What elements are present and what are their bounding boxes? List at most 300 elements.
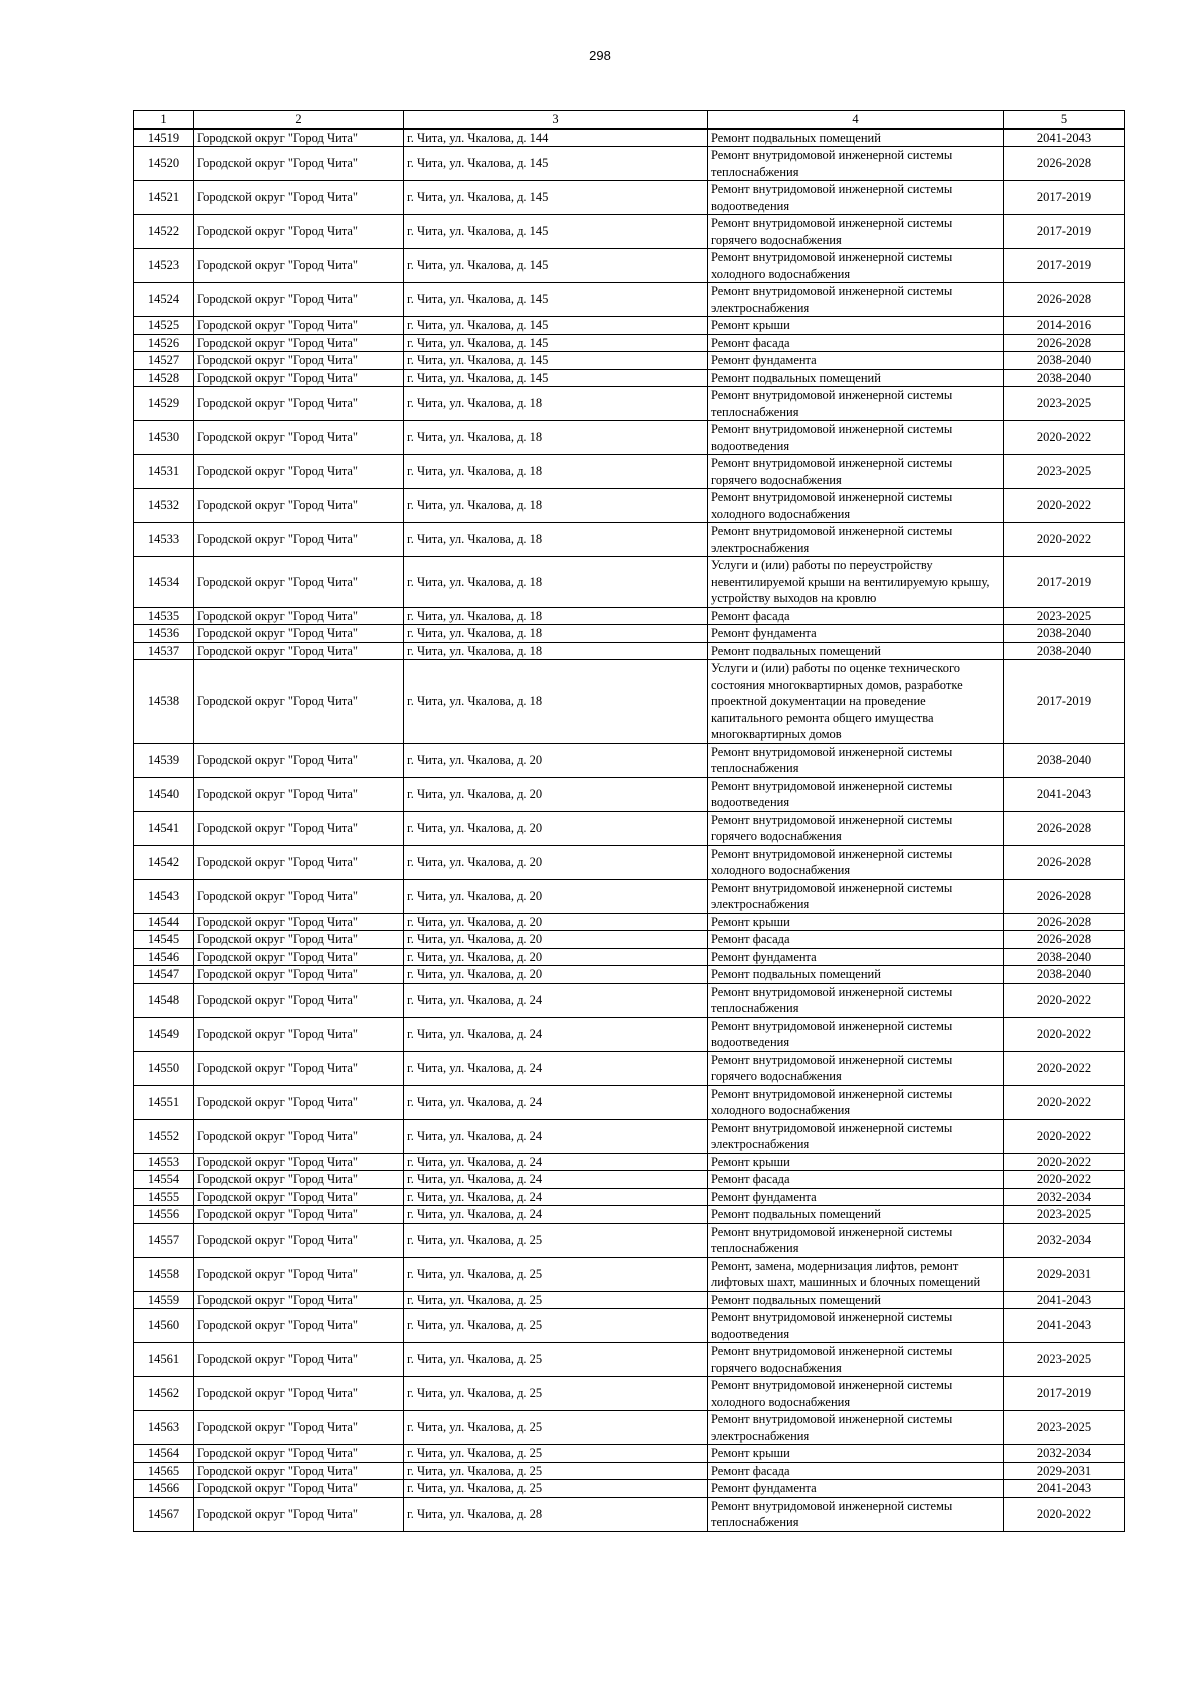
period: 2017-2019 <box>1004 215 1125 249</box>
work-type: Ремонт внутридомовой инженерной системы холодного водоснабжения <box>708 489 1004 523</box>
municipality: Городской округ "Город Чита" <box>194 352 404 370</box>
table-row <box>134 352 1125 370</box>
period: 2023-2025 <box>1004 1206 1125 1224</box>
table-row <box>134 1119 1125 1153</box>
period: 2038-2040 <box>1004 625 1125 643</box>
table-row <box>134 1257 1125 1291</box>
address: г. Чита, ул. Чкалова, д. 25 <box>404 1445 708 1463</box>
row-number: 14519 <box>134 129 194 147</box>
work-type: Ремонт фасада <box>708 334 1004 352</box>
municipality: Городской округ "Город Чита" <box>194 283 404 317</box>
work-type: Ремонт фасада <box>708 607 1004 625</box>
address: г. Чита, ул. Чкалова, д. 24 <box>404 1017 708 1051</box>
address: г. Чита, ул. Чкалова, д. 24 <box>404 1188 708 1206</box>
row-number: 14566 <box>134 1480 194 1498</box>
table-row <box>134 743 1125 777</box>
municipality: Городской округ "Город Чита" <box>194 1017 404 1051</box>
period: 2017-2019 <box>1004 1377 1125 1411</box>
table-row <box>134 317 1125 335</box>
row-number: 14536 <box>134 625 194 643</box>
period: 2041-2043 <box>1004 1309 1125 1343</box>
period: 2026-2028 <box>1004 811 1125 845</box>
work-type: Ремонт подвальных помещений <box>708 642 1004 660</box>
period: 2023-2025 <box>1004 607 1125 625</box>
work-type: Ремонт крыши <box>708 913 1004 931</box>
address: г. Чита, ул. Чкалова, д. 145 <box>404 249 708 283</box>
row-number: 14534 <box>134 557 194 608</box>
period: 2038-2040 <box>1004 642 1125 660</box>
table-row <box>134 1462 1125 1480</box>
address: г. Чита, ул. Чкалова, д. 28 <box>404 1497 708 1531</box>
period: 2017-2019 <box>1004 249 1125 283</box>
address: г. Чита, ул. Чкалова, д. 20 <box>404 845 708 879</box>
municipality: Городской округ "Город Чита" <box>194 966 404 984</box>
table-row <box>134 1171 1125 1189</box>
row-number: 14522 <box>134 215 194 249</box>
period: 2041-2043 <box>1004 1480 1125 1498</box>
table-row <box>134 1051 1125 1085</box>
address: г. Чита, ул. Чкалова, д. 25 <box>404 1377 708 1411</box>
municipality: Городской округ "Город Чита" <box>194 931 404 949</box>
work-type: Ремонт подвальных помещений <box>708 966 1004 984</box>
work-type: Ремонт крыши <box>708 1153 1004 1171</box>
column-header-5: 5 <box>1004 111 1125 129</box>
municipality: Городской округ "Город Чита" <box>194 1085 404 1119</box>
work-type: Ремонт, замена, модернизация лифтов, ремонт лифтовых шахт, машинных и блочных помещений <box>708 1257 1004 1291</box>
period: 2026-2028 <box>1004 931 1125 949</box>
work-type: Ремонт внутридомовой инженерной системы горячего водоснабжения <box>708 215 1004 249</box>
period: 2038-2040 <box>1004 352 1125 370</box>
period: 2020-2022 <box>1004 1171 1125 1189</box>
period: 2023-2025 <box>1004 455 1125 489</box>
address: г. Чита, ул. Чкалова, д. 18 <box>404 455 708 489</box>
address: г. Чита, ул. Чкалова, д. 24 <box>404 1171 708 1189</box>
municipality: Городской округ "Город Чита" <box>194 1051 404 1085</box>
municipality: Городской округ "Город Чита" <box>194 743 404 777</box>
row-number: 14548 <box>134 983 194 1017</box>
row-number: 14532 <box>134 489 194 523</box>
work-type: Ремонт внутридомовой инженерной системы водоотведения <box>708 777 1004 811</box>
row-number: 14554 <box>134 1171 194 1189</box>
work-type: Ремонт подвальных помещений <box>708 1206 1004 1224</box>
address: г. Чита, ул. Чкалова, д. 25 <box>404 1309 708 1343</box>
municipality: Городской округ "Город Чита" <box>194 879 404 913</box>
address: г. Чита, ул. Чкалова, д. 24 <box>404 1085 708 1119</box>
address: г. Чита, ул. Чкалова, д. 145 <box>404 283 708 317</box>
address: г. Чита, ул. Чкалова, д. 20 <box>404 879 708 913</box>
row-number: 14553 <box>134 1153 194 1171</box>
row-number: 14562 <box>134 1377 194 1411</box>
work-type: Ремонт внутридомовой инженерной системы электроснабжения <box>708 523 1004 557</box>
row-number: 14535 <box>134 607 194 625</box>
municipality: Городской округ "Город Чита" <box>194 1309 404 1343</box>
address: г. Чита, ул. Чкалова, д. 25 <box>404 1223 708 1257</box>
period: 2026-2028 <box>1004 147 1125 181</box>
work-type: Ремонт внутридомовой инженерной системы водоотведения <box>708 1309 1004 1343</box>
period: 2020-2022 <box>1004 489 1125 523</box>
address: г. Чита, ул. Чкалова, д. 25 <box>404 1343 708 1377</box>
period: 2020-2022 <box>1004 1497 1125 1531</box>
work-type: Ремонт внутридомовой инженерной системы горячего водоснабжения <box>708 1343 1004 1377</box>
period: 2020-2022 <box>1004 1017 1125 1051</box>
period: 2026-2028 <box>1004 913 1125 931</box>
work-type: Ремонт фундамента <box>708 948 1004 966</box>
table-row <box>134 1017 1125 1051</box>
municipality: Городской округ "Город Чита" <box>194 1462 404 1480</box>
row-number: 14544 <box>134 913 194 931</box>
address: г. Чита, ул. Чкалова, д. 20 <box>404 948 708 966</box>
row-number: 14546 <box>134 948 194 966</box>
table-row <box>134 966 1125 984</box>
period: 2020-2022 <box>1004 983 1125 1017</box>
address: г. Чита, ул. Чкалова, д. 145 <box>404 181 708 215</box>
address: г. Чита, ул. Чкалова, д. 20 <box>404 743 708 777</box>
address: г. Чита, ул. Чкалова, д. 18 <box>404 625 708 643</box>
row-number: 14549 <box>134 1017 194 1051</box>
row-number: 14537 <box>134 642 194 660</box>
column-header-2: 2 <box>194 111 404 129</box>
address: г. Чита, ул. Чкалова, д. 20 <box>404 931 708 949</box>
header-row <box>134 111 1125 129</box>
address: г. Чита, ул. Чкалова, д. 18 <box>404 523 708 557</box>
work-type: Ремонт подвальных помещений <box>708 129 1004 147</box>
repair-schedule-table <box>133 110 1125 1532</box>
work-type: Ремонт внутридомовой инженерной системы водоотведения <box>708 1017 1004 1051</box>
table-row <box>134 1480 1125 1498</box>
work-type: Ремонт фасада <box>708 1171 1004 1189</box>
work-type: Ремонт крыши <box>708 317 1004 335</box>
work-type: Ремонт внутридомовой инженерной системы теплоснабжения <box>708 147 1004 181</box>
municipality: Городской округ "Город Чита" <box>194 948 404 966</box>
table-row <box>134 642 1125 660</box>
row-number: 14527 <box>134 352 194 370</box>
row-number: 14547 <box>134 966 194 984</box>
table-row <box>134 1377 1125 1411</box>
period: 2017-2019 <box>1004 181 1125 215</box>
period: 2029-2031 <box>1004 1257 1125 1291</box>
municipality: Городской округ "Город Чита" <box>194 387 404 421</box>
address: г. Чита, ул. Чкалова, д. 20 <box>404 777 708 811</box>
table-row <box>134 1223 1125 1257</box>
period: 2017-2019 <box>1004 660 1125 744</box>
row-number: 14564 <box>134 1445 194 1463</box>
table-row <box>134 1188 1125 1206</box>
table-row <box>134 1497 1125 1531</box>
table-row <box>134 1309 1125 1343</box>
work-type: Ремонт внутридомовой инженерной системы горячего водоснабжения <box>708 811 1004 845</box>
address: г. Чита, ул. Чкалова, д. 24 <box>404 1153 708 1171</box>
work-type: Услуги и (или) работы по оценке технического состояния многоквартирных домов, разработке проектной документации на проведение капитального ремонта общего имущества многоквартирных домов <box>708 660 1004 744</box>
table-row <box>134 879 1125 913</box>
municipality: Городской округ "Город Чита" <box>194 642 404 660</box>
work-type: Ремонт внутридомовой инженерной системы горячего водоснабжения <box>708 1051 1004 1085</box>
period: 2038-2040 <box>1004 948 1125 966</box>
row-number: 14556 <box>134 1206 194 1224</box>
column-header-3: 3 <box>404 111 708 129</box>
table-row <box>134 1411 1125 1445</box>
work-type: Ремонт внутридомовой инженерной системы холодного водоснабжения <box>708 1085 1004 1119</box>
work-type: Ремонт внутридомовой инженерной системы водоотведения <box>708 421 1004 455</box>
address: г. Чита, ул. Чкалова, д. 145 <box>404 369 708 387</box>
table-row <box>134 660 1125 744</box>
work-type: Ремонт подвальных помещений <box>708 369 1004 387</box>
address: г. Чита, ул. Чкалова, д. 18 <box>404 489 708 523</box>
table-row <box>134 369 1125 387</box>
row-number: 14524 <box>134 283 194 317</box>
address: г. Чита, ул. Чкалова, д. 24 <box>404 1119 708 1153</box>
row-number: 14533 <box>134 523 194 557</box>
address: г. Чита, ул. Чкалова, д. 145 <box>404 352 708 370</box>
table-header <box>134 111 1125 129</box>
row-number: 14552 <box>134 1119 194 1153</box>
municipality: Городской округ "Город Чита" <box>194 334 404 352</box>
address: г. Чита, ул. Чкалова, д. 18 <box>404 557 708 608</box>
row-number: 14528 <box>134 369 194 387</box>
row-number: 14551 <box>134 1085 194 1119</box>
municipality: Городской округ "Город Чита" <box>194 1119 404 1153</box>
row-number: 14542 <box>134 845 194 879</box>
row-number: 14538 <box>134 660 194 744</box>
table-row <box>134 129 1125 147</box>
municipality: Городской округ "Город Чита" <box>194 1153 404 1171</box>
municipality: Городской округ "Город Чита" <box>194 607 404 625</box>
municipality: Городской округ "Город Чита" <box>194 523 404 557</box>
period: 2026-2028 <box>1004 334 1125 352</box>
address: г. Чита, ул. Чкалова, д. 18 <box>404 642 708 660</box>
period: 2023-2025 <box>1004 1343 1125 1377</box>
municipality: Городской округ "Город Чита" <box>194 249 404 283</box>
work-type: Услуги и (или) работы по переустройству невентилируемой крыши на вентилируемую крышу, устройству выходов на кровлю <box>708 557 1004 608</box>
period: 2023-2025 <box>1004 387 1125 421</box>
address: г. Чита, ул. Чкалова, д. 25 <box>404 1291 708 1309</box>
period: 2032-2034 <box>1004 1445 1125 1463</box>
period: 2038-2040 <box>1004 743 1125 777</box>
address: г. Чита, ул. Чкалова, д. 24 <box>404 983 708 1017</box>
table-row <box>134 557 1125 608</box>
period: 2017-2019 <box>1004 557 1125 608</box>
table-row <box>134 1291 1125 1309</box>
row-number: 14541 <box>134 811 194 845</box>
address: г. Чита, ул. Чкалова, д. 24 <box>404 1051 708 1085</box>
address: г. Чита, ул. Чкалова, д. 145 <box>404 147 708 181</box>
period: 2020-2022 <box>1004 523 1125 557</box>
row-number: 14563 <box>134 1411 194 1445</box>
row-number: 14531 <box>134 455 194 489</box>
table-row <box>134 1206 1125 1224</box>
period: 2041-2043 <box>1004 129 1125 147</box>
address: г. Чита, ул. Чкалова, д. 18 <box>404 387 708 421</box>
work-type: Ремонт фундамента <box>708 352 1004 370</box>
table-row <box>134 983 1125 1017</box>
table-body <box>134 129 1125 1532</box>
row-number: 14526 <box>134 334 194 352</box>
table-row <box>134 489 1125 523</box>
table-row <box>134 283 1125 317</box>
work-type: Ремонт внутридомовой инженерной системы теплоснабжения <box>708 1223 1004 1257</box>
row-number: 14565 <box>134 1462 194 1480</box>
work-type: Ремонт внутридомовой инженерной системы электроснабжения <box>708 879 1004 913</box>
municipality: Городской округ "Город Чита" <box>194 845 404 879</box>
work-type: Ремонт внутридомовой инженерной системы теплоснабжения <box>708 1497 1004 1531</box>
column-header-4: 4 <box>708 111 1004 129</box>
municipality: Городской округ "Город Чита" <box>194 455 404 489</box>
address: г. Чита, ул. Чкалова, д. 25 <box>404 1462 708 1480</box>
work-type: Ремонт внутридомовой инженерной системы горячего водоснабжения <box>708 455 1004 489</box>
municipality: Городской округ "Город Чита" <box>194 1291 404 1309</box>
work-type: Ремонт фундамента <box>708 1480 1004 1498</box>
municipality: Городской округ "Город Чита" <box>194 913 404 931</box>
municipality: Городской округ "Город Чита" <box>194 1480 404 1498</box>
row-number: 14521 <box>134 181 194 215</box>
municipality: Городской округ "Город Чита" <box>194 1206 404 1224</box>
work-type: Ремонт внутридомовой инженерной системы холодного водоснабжения <box>708 249 1004 283</box>
municipality: Городской округ "Город Чита" <box>194 1257 404 1291</box>
period: 2038-2040 <box>1004 369 1125 387</box>
work-type: Ремонт внутридомовой инженерной системы водоотведения <box>708 181 1004 215</box>
row-number: 14558 <box>134 1257 194 1291</box>
row-number: 14543 <box>134 879 194 913</box>
period: 2026-2028 <box>1004 283 1125 317</box>
period: 2023-2025 <box>1004 1411 1125 1445</box>
period: 2014-2016 <box>1004 317 1125 335</box>
work-type: Ремонт крыши <box>708 1445 1004 1463</box>
row-number: 14530 <box>134 421 194 455</box>
work-type: Ремонт фасада <box>708 1462 1004 1480</box>
period: 2020-2022 <box>1004 1085 1125 1119</box>
address: г. Чита, ул. Чкалова, д. 25 <box>404 1480 708 1498</box>
row-number: 14525 <box>134 317 194 335</box>
row-number: 14555 <box>134 1188 194 1206</box>
work-type: Ремонт фундамента <box>708 1188 1004 1206</box>
table-row <box>134 931 1125 949</box>
municipality: Городской округ "Город Чита" <box>194 811 404 845</box>
municipality: Городской округ "Город Чита" <box>194 421 404 455</box>
row-number: 14561 <box>134 1343 194 1377</box>
period: 2029-2031 <box>1004 1462 1125 1480</box>
municipality: Городской округ "Город Чита" <box>194 317 404 335</box>
municipality: Городской округ "Город Чита" <box>194 1377 404 1411</box>
work-type: Ремонт подвальных помещений <box>708 1291 1004 1309</box>
work-type: Ремонт внутридомовой инженерной системы холодного водоснабжения <box>708 845 1004 879</box>
address: г. Чита, ул. Чкалова, д. 25 <box>404 1257 708 1291</box>
table-row <box>134 421 1125 455</box>
row-number: 14529 <box>134 387 194 421</box>
municipality: Городской округ "Город Чита" <box>194 215 404 249</box>
period: 2020-2022 <box>1004 421 1125 455</box>
row-number: 14539 <box>134 743 194 777</box>
work-type: Ремонт внутридомовой инженерной системы электроснабжения <box>708 283 1004 317</box>
work-type: Ремонт внутридомовой инженерной системы теплоснабжения <box>708 743 1004 777</box>
table-row <box>134 334 1125 352</box>
table-row <box>134 455 1125 489</box>
table-row <box>134 181 1125 215</box>
municipality: Городской округ "Город Чита" <box>194 1171 404 1189</box>
period: 2020-2022 <box>1004 1153 1125 1171</box>
work-type: Ремонт фасада <box>708 931 1004 949</box>
table-row <box>134 1343 1125 1377</box>
address: г. Чита, ул. Чкалова, д. 24 <box>404 1206 708 1224</box>
table-row <box>134 1085 1125 1119</box>
period: 2020-2022 <box>1004 1051 1125 1085</box>
row-number: 14567 <box>134 1497 194 1531</box>
municipality: Городской округ "Город Чита" <box>194 777 404 811</box>
address: г. Чита, ул. Чкалова, д. 144 <box>404 129 708 147</box>
column-header-1: 1 <box>134 111 194 129</box>
municipality: Городской округ "Город Чита" <box>194 147 404 181</box>
municipality: Городской округ "Город Чита" <box>194 1343 404 1377</box>
table-row <box>134 625 1125 643</box>
address: г. Чита, ул. Чкалова, д. 145 <box>404 334 708 352</box>
municipality: Городской округ "Город Чита" <box>194 625 404 643</box>
row-number: 14559 <box>134 1291 194 1309</box>
row-number: 14540 <box>134 777 194 811</box>
municipality: Городской округ "Город Чита" <box>194 129 404 147</box>
table-row <box>134 845 1125 879</box>
table-row <box>134 387 1125 421</box>
period: 2041-2043 <box>1004 777 1125 811</box>
table-row <box>134 811 1125 845</box>
municipality: Городской округ "Город Чита" <box>194 660 404 744</box>
address: г. Чита, ул. Чкалова, д. 145 <box>404 317 708 335</box>
address: г. Чита, ул. Чкалова, д. 145 <box>404 215 708 249</box>
table-row <box>134 215 1125 249</box>
table-row <box>134 777 1125 811</box>
table-row <box>134 147 1125 181</box>
row-number: 14550 <box>134 1051 194 1085</box>
work-type: Ремонт внутридомовой инженерной системы электроснабжения <box>708 1411 1004 1445</box>
table-row <box>134 607 1125 625</box>
municipality: Городской округ "Город Чита" <box>194 983 404 1017</box>
municipality: Городской округ "Город Чита" <box>194 1411 404 1445</box>
work-type: Ремонт внутридомовой инженерной системы электроснабжения <box>708 1119 1004 1153</box>
period: 2032-2034 <box>1004 1223 1125 1257</box>
municipality: Городской округ "Город Чита" <box>194 1497 404 1531</box>
period: 2020-2022 <box>1004 1119 1125 1153</box>
row-number: 14560 <box>134 1309 194 1343</box>
work-type: Ремонт внутридомовой инженерной системы холодного водоснабжения <box>708 1377 1004 1411</box>
municipality: Городской округ "Город Чита" <box>194 181 404 215</box>
table-row <box>134 249 1125 283</box>
period: 2041-2043 <box>1004 1291 1125 1309</box>
work-type: Ремонт внутридомовой инженерной системы теплоснабжения <box>708 387 1004 421</box>
address: г. Чита, ул. Чкалова, д. 25 <box>404 1411 708 1445</box>
address: г. Чита, ул. Чкалова, д. 18 <box>404 660 708 744</box>
period: 2026-2028 <box>1004 845 1125 879</box>
municipality: Городской округ "Город Чита" <box>194 1445 404 1463</box>
work-type: Ремонт фундамента <box>708 625 1004 643</box>
municipality: Городской округ "Город Чита" <box>194 489 404 523</box>
row-number: 14545 <box>134 931 194 949</box>
row-number: 14520 <box>134 147 194 181</box>
address: г. Чита, ул. Чкалова, д. 20 <box>404 913 708 931</box>
table-row <box>134 1445 1125 1463</box>
municipality: Городской округ "Город Чита" <box>194 1188 404 1206</box>
page-number: 298 <box>589 48 611 63</box>
table-row <box>134 948 1125 966</box>
address: г. Чита, ул. Чкалова, д. 18 <box>404 421 708 455</box>
address: г. Чита, ул. Чкалова, д. 20 <box>404 811 708 845</box>
period: 2026-2028 <box>1004 879 1125 913</box>
municipality: Городской округ "Город Чита" <box>194 369 404 387</box>
municipality: Городской округ "Город Чита" <box>194 557 404 608</box>
municipality: Городской округ "Город Чита" <box>194 1223 404 1257</box>
address: г. Чита, ул. Чкалова, д. 20 <box>404 966 708 984</box>
period: 2038-2040 <box>1004 966 1125 984</box>
table-row <box>134 523 1125 557</box>
work-type: Ремонт внутридомовой инженерной системы теплоснабжения <box>708 983 1004 1017</box>
table-row <box>134 913 1125 931</box>
table-row <box>134 1153 1125 1171</box>
